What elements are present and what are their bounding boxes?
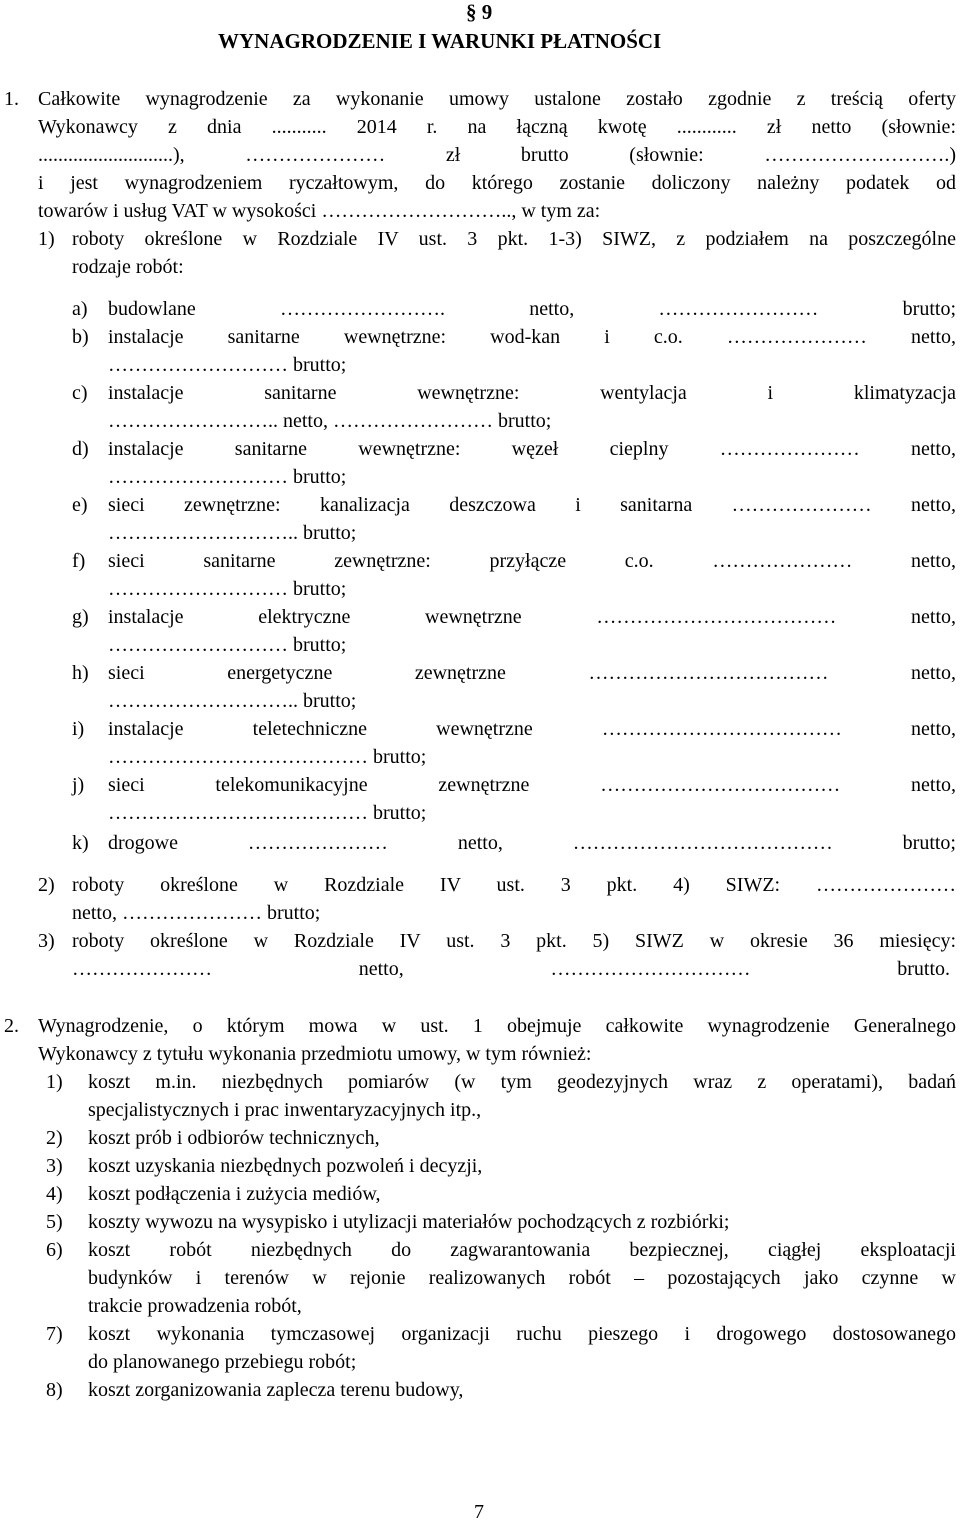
item-i-line-1: instalacje teletechniczne wewnętrzne ……………………………… netto, [108,718,956,740]
item-b-line-2: ……………………… brutto; [108,354,347,376]
sub-1-line-1: roboty określone w Rozdziale IV ust. 3 pkt. 1-3) SIWZ, z podziałem na poszczególne [72,228,956,250]
p2-item-8-number: 8) [46,1379,63,1401]
sub-2-line-2: netto, ………………… brutto; [72,902,321,924]
p2-item-6-line-1: koszt robót niezbędnych do zagwarantowania bezpiecznej, ciągłej eksploatacji [88,1239,956,1261]
item-e-number: e) [72,494,88,516]
item-h-line-1: sieci energetyczne zewnętrzne ……………………………… netto, [108,662,956,684]
item-g-line-2: ……………………… brutto; [108,634,347,656]
p2-item-2-number: 2) [46,1127,63,1149]
p2-item-4-number: 4) [46,1183,63,1205]
p2-item-7-line-1: koszt wykonania tymczasowej organizacji ruchu pieszego i drogowego dostosowanego [88,1323,956,1345]
page-number: 7 [474,1501,484,1523]
item-i-line-2: ………………………………… brutto; [108,746,427,768]
item-i-number: i) [72,718,85,740]
item-f-number: f) [72,550,86,572]
p2-item-1-line-1: koszt m.in. niezbędnych pomiarów (w tym geodezyjnych wraz z operatami), badań [88,1071,956,1093]
item-j-line-2: ………………………………… brutto; [108,802,427,824]
item-f-line-1: sieci sanitarne zewnętrzne: przyłącze c.o. ………………… netto, [108,550,956,572]
sub-1-number: 1) [38,228,55,250]
para-1-line-4: i jest wynagrodzeniem ryczałtowym, do którego zostanie doliczony należny podatek od [38,172,956,194]
p2-item-2-line-1: koszt prób i odbiorów technicznych, [88,1127,380,1149]
para-1-line-5: towarów i usług VAT w wysokości ……………………….., w tym za: [38,200,601,222]
p2-item-7-line-2: do planowanego przebiegu robót; [88,1351,357,1373]
item-c-line-2: …………………….. netto, …………………… brutto; [108,410,552,432]
item-h-number: h) [72,662,89,684]
item-j-line-1: sieci telekomunikacyjne zewnętrzne ……………………………… netto, [108,774,956,796]
item-a-line-1: budowlane ……………………. netto, …………………… brutto; [108,298,956,320]
p2-item-6-line-2: budynków i terenów w rejonie realizowanych robót – pozostających jako czynne w [88,1267,956,1289]
item-j-number: j) [72,774,85,796]
p2-item-4-line-1: koszt podłączenia i zużycia mediów, [88,1183,381,1205]
p2-item-1-line-2: specjalistycznych i prac inwentaryzacyjnych itp., [88,1099,482,1121]
p2-item-7-number: 7) [46,1323,63,1345]
sub-2-line-1: roboty określone w Rozdziale IV ust. 3 pkt. 4) SIWZ: ………………… [72,874,956,896]
sub-3-line-2: ………………… netto, ………………………… brutto. [72,958,950,980]
p2-item-3-number: 3) [46,1155,63,1177]
item-c-number: c) [72,382,88,404]
item-e-line-1: sieci zewnętrzne: kanalizacja deszczowa i sanitarna ………………… netto, [108,494,956,516]
para-1-line-1: Całkowite wynagrodzenie za wykonanie umowy ustalone zostało zgodnie z treścią oferty [38,88,956,110]
item-g-number: g) [72,606,89,628]
item-h-line-2: ……………………….. brutto; [108,690,357,712]
item-d-line-2: ……………………… brutto; [108,466,347,488]
sub-3-line-1: roboty określone w Rozdziale IV ust. 3 pkt. 5) SIWZ w okresie 36 miesięcy: [72,930,956,952]
item-c-line-1: instalacje sanitarne wewnętrzne: wentylacja i klimatyzacja [108,382,956,404]
item-k-line-1: drogowe ………………… netto, ………………………………… brutto; [108,832,956,854]
item-g-line-1: instalacje elektryczne wewnętrzne ……………………………… netto, [108,606,956,628]
sub-2-number: 2) [38,874,55,896]
para-1-line-2: Wykonawcy z dnia ........... 2014 r. na łączną kwotę ............ zł netto (słownie: [38,116,956,138]
para-1-line-3: ...........................), ………………… zł brutto (słownie: ……………………….) [38,144,956,166]
para-2-number: 2. [4,1015,19,1037]
p2-item-8-line-1: koszt zorganizowania zaplecza terenu budowy, [88,1379,464,1401]
item-f-line-2: ……………………… brutto; [108,578,347,600]
item-d-line-1: instalacje sanitarne wewnętrzne: węzeł cieplny ………………… netto, [108,438,956,460]
sub-3-number: 3) [38,930,55,952]
p2-item-5-line-1: koszty wywozu na wysypisko i utylizacji materiałów pochodzących z rozbiórki; [88,1211,730,1233]
para-2-line-2: Wykonawcy z tytułu wykonania przedmiotu umowy, w tym również: [38,1043,592,1065]
item-b-line-1: instalacje sanitarne wewnętrzne: wod-kan i c.o. ………………… netto, [108,326,956,348]
item-a-number: a) [72,298,88,320]
item-e-line-2: ……………………….. brutto; [108,522,357,544]
para-2-line-1: Wynagrodzenie, o którym mowa w ust. 1 obejmuje całkowite wynagrodzenie Generalnego [38,1015,956,1037]
p2-item-5-number: 5) [46,1211,63,1233]
p2-item-6-line-3: trakcie prowadzenia robót, [88,1295,302,1317]
item-k-number: k) [72,832,89,854]
item-b-number: b) [72,326,89,348]
item-d-number: d) [72,438,89,460]
p2-item-1-number: 1) [46,1071,63,1093]
page-title: WYNAGRODZENIE I WARUNKI PŁATNOŚCI [218,29,662,53]
sub-1-line-2: rodzaje robót: [72,256,184,278]
section-mark: § 9 [466,0,493,24]
p2-item-3-line-1: koszt uzyskania niezbędnych pozwoleń i decyzji, [88,1155,483,1177]
para-1-number: 1. [4,88,19,110]
p2-item-6-number: 6) [46,1239,63,1261]
